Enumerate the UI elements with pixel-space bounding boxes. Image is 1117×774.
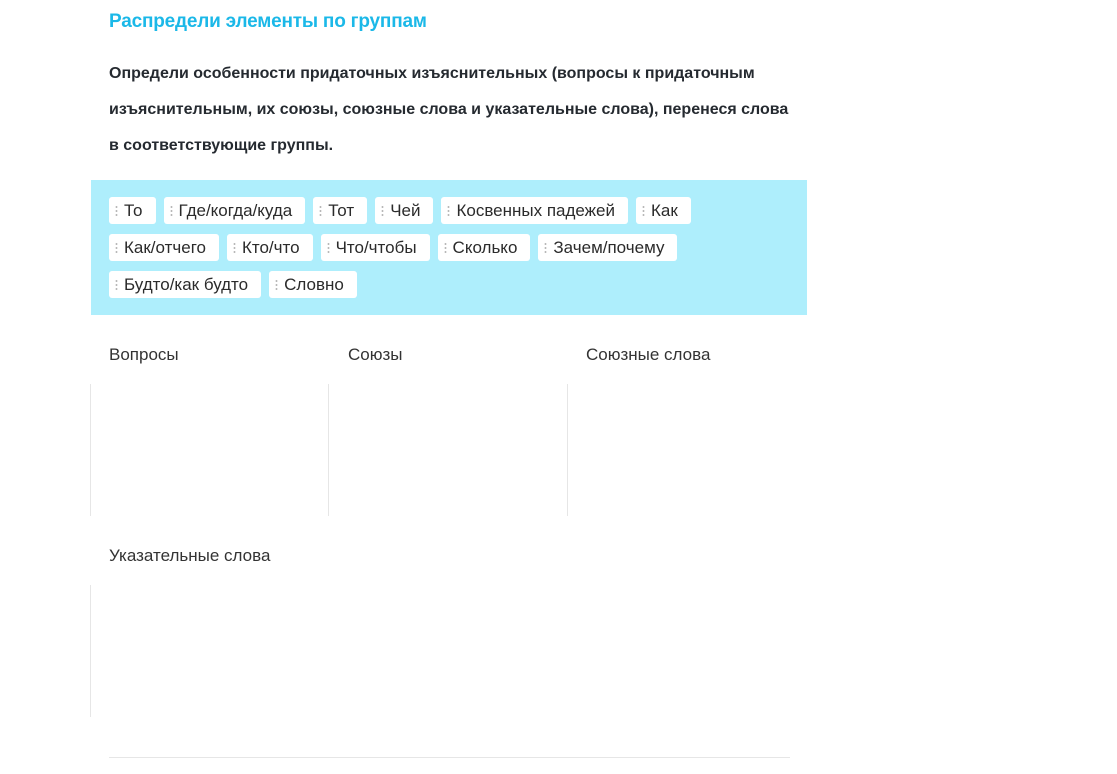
word-chip[interactable]	[438, 234, 531, 261]
word-chip-label: Сколько	[452, 237, 518, 257]
group-label-questions: Вопросы	[109, 345, 179, 364]
word-chip-label: Чей	[390, 200, 421, 220]
word-chip[interactable]	[375, 197, 433, 224]
word-chip[interactable]	[227, 234, 313, 261]
word-chip-label: То	[124, 200, 143, 220]
drag-handle-icon[interactable]	[447, 205, 450, 217]
word-chip[interactable]	[441, 197, 628, 224]
drag-handle-icon[interactable]	[275, 279, 278, 291]
group-label-conjunctive-words: Союзные слова	[586, 345, 711, 364]
word-chip-label: Что/чтобы	[335, 237, 417, 257]
word-chip[interactable]	[321, 234, 430, 261]
word-chip-label: Кто/что	[241, 237, 300, 257]
word-chip[interactable]	[538, 234, 677, 261]
drag-handle-icon[interactable]	[444, 242, 447, 254]
word-chip[interactable]	[109, 234, 219, 261]
word-chip[interactable]	[164, 197, 306, 224]
word-chip[interactable]	[109, 271, 261, 298]
drag-handle-icon[interactable]	[642, 205, 645, 217]
word-chip[interactable]	[313, 197, 367, 224]
word-chip-label: Будто/как будто	[124, 274, 249, 294]
dropzone-questions[interactable]	[90, 384, 311, 516]
word-chip[interactable]	[269, 271, 357, 298]
word-chip-label: Зачем/почему	[553, 237, 665, 257]
drag-handle-icon[interactable]	[327, 242, 330, 254]
drag-handle-icon[interactable]	[233, 242, 236, 254]
word-chip[interactable]	[109, 197, 156, 224]
task-instruction: Определи особенности придаточных изъяснительных (вопросы к придаточным изъяснительным, их союзы, союзные слова и указательные слова), перенеся слова в соответствующие группы.	[109, 65, 789, 154]
word-chip-label: Как	[651, 200, 678, 220]
group-label-demonstrative-words: Указательные слова	[109, 546, 271, 565]
word-chip-label: Где/когда/куда	[178, 200, 293, 220]
drag-handle-icon[interactable]	[115, 205, 118, 217]
word-chip-label: Как/отчего	[124, 237, 206, 257]
drag-handle-icon[interactable]	[381, 205, 384, 217]
dropzone-demonstrative-words[interactable]	[90, 585, 311, 717]
drag-handle-icon[interactable]	[115, 242, 118, 254]
dropzone-conjunctive-words[interactable]	[567, 384, 788, 516]
divider	[109, 757, 790, 758]
word-chip[interactable]	[636, 197, 691, 224]
task-title: Распредели элементы по группам	[109, 11, 427, 32]
word-bank-chips	[109, 197, 789, 298]
word-bank[interactable]	[91, 180, 807, 315]
word-chip-label: Словно	[284, 274, 344, 294]
word-chip-label: Косвенных падежей	[456, 200, 616, 220]
drag-handle-icon[interactable]	[115, 279, 118, 291]
group-label-conjunctions: Союзы	[348, 345, 403, 364]
drag-handle-icon[interactable]	[544, 242, 547, 254]
dropzone-conjunctions[interactable]	[328, 384, 549, 516]
drag-handle-icon[interactable]	[170, 205, 173, 217]
drag-handle-icon[interactable]	[319, 205, 322, 217]
word-chip-label: Тот	[328, 200, 355, 220]
